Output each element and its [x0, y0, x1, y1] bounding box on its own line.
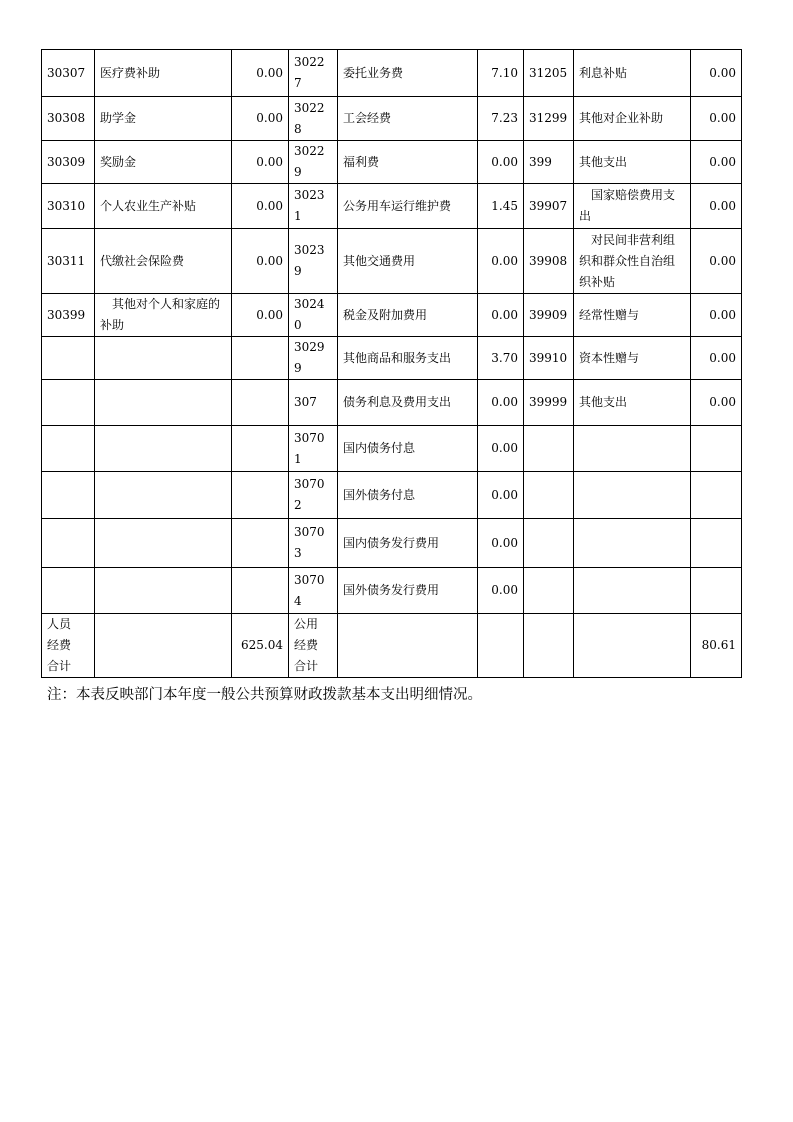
code-cell: 30307	[42, 50, 95, 97]
code-cell: 30702	[289, 472, 338, 519]
code-cell: 31205	[524, 50, 574, 97]
item-name-cell: 医疗费补助	[95, 50, 232, 97]
item-name-cell: 其他对企业补助	[574, 97, 691, 141]
amount-cell: 0.00	[232, 97, 289, 141]
item-name-cell: 利息补贴	[574, 50, 691, 97]
table-row	[42, 184, 742, 229]
code-cell	[524, 472, 574, 519]
amount-cell: 0.00	[691, 294, 742, 337]
code-cell: 30701	[289, 426, 338, 472]
code-cell	[42, 568, 95, 614]
amount-cell	[691, 426, 742, 472]
amount-cell: 0.00	[691, 229, 742, 294]
code-cell: 39999	[524, 380, 574, 426]
item-name-cell: 奖励金	[95, 141, 232, 184]
amount-cell: 0.00	[478, 294, 524, 337]
personnel-total-label	[42, 614, 95, 678]
amount-cell: 0.00	[478, 141, 524, 184]
code-cell	[42, 426, 95, 472]
totals-row	[42, 614, 742, 678]
item-name-cell: 其他支出	[574, 380, 691, 426]
table-row	[42, 97, 742, 141]
code-cell: 30231	[289, 184, 338, 229]
amount-cell: 0.00	[478, 472, 524, 519]
code-cell: 30703	[289, 519, 338, 568]
code-cell: 31299	[524, 97, 574, 141]
empty-cell	[478, 614, 524, 678]
public-total-label	[289, 614, 338, 678]
item-name-cell: 资本性赠与	[574, 337, 691, 380]
code-cell	[524, 426, 574, 472]
amount-cell: 0.00	[478, 426, 524, 472]
amount-cell: 0.00	[478, 229, 524, 294]
code-cell: 30299	[289, 337, 338, 380]
amount-cell: 0.00	[691, 141, 742, 184]
empty-cell	[524, 614, 574, 678]
label-line: 经费	[294, 638, 319, 652]
code-cell	[42, 380, 95, 426]
code-cell: 30311	[42, 229, 95, 294]
table-row	[42, 337, 742, 380]
amount-cell: 0.00	[232, 50, 289, 97]
item-name-cell	[95, 519, 232, 568]
code-cell: 30228	[289, 97, 338, 141]
code-cell: 30399	[42, 294, 95, 337]
code-cell: 30310	[42, 184, 95, 229]
item-name-cell	[95, 426, 232, 472]
amount-cell	[232, 568, 289, 614]
item-name-cell	[95, 337, 232, 380]
item-name-cell: 代缴社会保险费	[95, 229, 232, 294]
amount-cell: 7.10	[478, 50, 524, 97]
label-line: 经费	[47, 638, 72, 652]
code-cell: 30227	[289, 50, 338, 97]
code-cell	[524, 519, 574, 568]
amount-cell	[691, 519, 742, 568]
label-line: 人员	[47, 617, 72, 631]
item-name-cell	[95, 568, 232, 614]
item-name-cell	[574, 519, 691, 568]
empty-cell	[574, 614, 691, 678]
item-name-cell: 其他商品和服务支出	[338, 337, 478, 380]
amount-cell	[232, 472, 289, 519]
table-row	[42, 50, 742, 97]
table-note: 注：本表反映部门本年度一般公共预算财政拨款基本支出明细情况。	[47, 687, 482, 703]
item-name-cell: 国内债务付息	[338, 426, 478, 472]
item-name-cell: 其他交通费用	[338, 229, 478, 294]
code-cell: 30240	[289, 294, 338, 337]
item-name-cell: 债务利息及费用支出	[338, 380, 478, 426]
label-line: 合计	[294, 659, 319, 673]
amount-cell	[232, 380, 289, 426]
item-name-cell	[574, 472, 691, 519]
amount-cell: 7.23	[478, 97, 524, 141]
amount-cell: 0.00	[232, 141, 289, 184]
code-cell	[42, 519, 95, 568]
code-cell	[42, 337, 95, 380]
public-total-amount: 80.61	[691, 614, 742, 678]
code-cell: 30239	[289, 229, 338, 294]
item-name-cell	[95, 380, 232, 426]
amount-cell: 0.00	[691, 380, 742, 426]
item-name-cell: 对民间非营利组织和群众性自治组织补贴	[574, 229, 691, 294]
amount-cell: 0.00	[478, 568, 524, 614]
table-row	[42, 472, 742, 519]
expenditure-detail-table	[41, 49, 742, 678]
item-name-cell: 公务用车运行维护费	[338, 184, 478, 229]
code-cell: 39907	[524, 184, 574, 229]
amount-cell	[232, 337, 289, 380]
code-cell: 399	[524, 141, 574, 184]
item-name-cell: 助学金	[95, 97, 232, 141]
item-name-cell: 其他对个人和家庭的补助	[95, 294, 232, 337]
amount-cell: 0.00	[232, 184, 289, 229]
item-name-cell: 国外债务付息	[338, 472, 478, 519]
amount-cell: 0.00	[232, 229, 289, 294]
amount-cell	[232, 519, 289, 568]
code-cell: 30308	[42, 97, 95, 141]
code-cell: 30229	[289, 141, 338, 184]
amount-cell: 1.45	[478, 184, 524, 229]
table-row	[42, 141, 742, 184]
table-row	[42, 294, 742, 337]
amount-cell	[691, 568, 742, 614]
empty-cell	[338, 614, 478, 678]
item-name-cell	[95, 472, 232, 519]
table-row	[42, 519, 742, 568]
amount-cell: 0.00	[691, 337, 742, 380]
item-name-cell: 国家赔偿费用支出	[574, 184, 691, 229]
code-cell: 30309	[42, 141, 95, 184]
table-row	[42, 380, 742, 426]
code-cell: 39910	[524, 337, 574, 380]
item-name-cell	[574, 568, 691, 614]
item-name-cell: 经常性赠与	[574, 294, 691, 337]
personnel-total-amount: 625.04	[232, 614, 289, 678]
label-line: 合计	[47, 659, 72, 673]
item-name-cell: 国内债务发行费用	[338, 519, 478, 568]
code-cell	[524, 568, 574, 614]
code-cell: 30704	[289, 568, 338, 614]
amount-cell	[691, 472, 742, 519]
table-row	[42, 426, 742, 472]
item-name-cell: 国外债务发行费用	[338, 568, 478, 614]
amount-cell: 0.00	[691, 184, 742, 229]
amount-cell: 0.00	[478, 380, 524, 426]
amount-cell: 0.00	[691, 50, 742, 97]
item-name-cell: 其他支出	[574, 141, 691, 184]
amount-cell	[232, 426, 289, 472]
item-name-cell: 委托业务费	[338, 50, 478, 97]
empty-cell	[95, 614, 232, 678]
item-name-cell: 福利费	[338, 141, 478, 184]
amount-cell: 0.00	[478, 519, 524, 568]
item-name-cell: 个人农业生产补贴	[95, 184, 232, 229]
amount-cell: 0.00	[691, 97, 742, 141]
table-row	[42, 229, 742, 294]
item-name-cell: 税金及附加费用	[338, 294, 478, 337]
table-row	[42, 568, 742, 614]
code-cell: 39909	[524, 294, 574, 337]
code-cell	[42, 472, 95, 519]
amount-cell: 0.00	[232, 294, 289, 337]
code-cell: 39908	[524, 229, 574, 294]
item-name-cell: 工会经费	[338, 97, 478, 141]
label-line: 公用	[294, 617, 319, 631]
amount-cell: 3.70	[478, 337, 524, 380]
item-name-cell	[574, 426, 691, 472]
code-cell: 307	[289, 380, 338, 426]
